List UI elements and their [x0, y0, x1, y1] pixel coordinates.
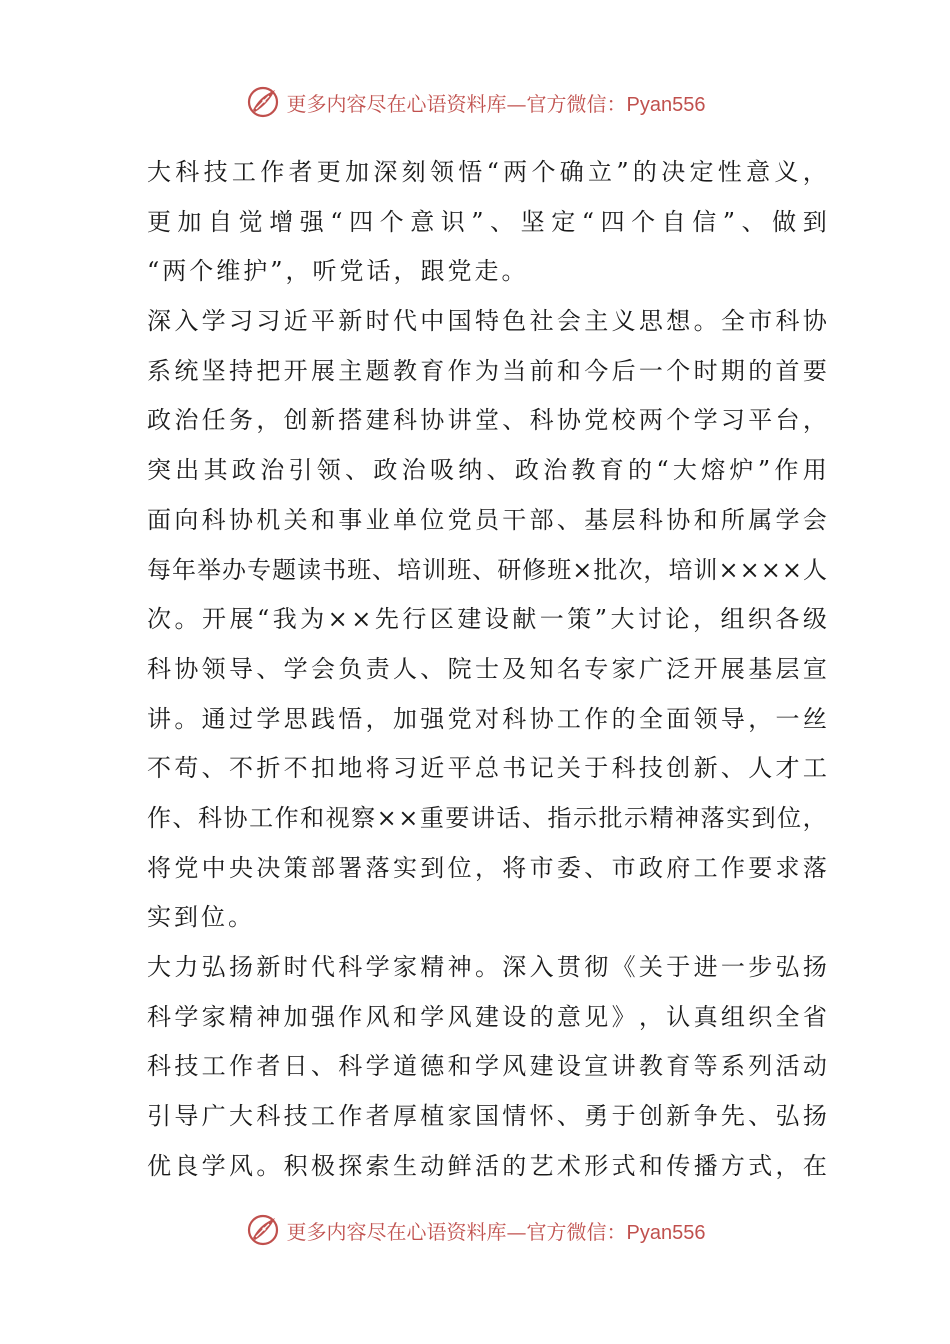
header-banner-brand: 更多内容尽在心语资料库 — [286, 91, 507, 116]
text-line: 更 加 自 觉 增 强 “ 四 个 意 识 ” 、 坚 定 “ 四 个 自 信 ” 、 做 到 — [147, 207, 827, 236]
text-line: 不 苟 、 不 折 不 扣 地 将 习 近 平 总 书 记 关 于 科 技 创 新 、 人 才 工 — [147, 754, 827, 783]
header-banner-text — [287, 88, 706, 117]
header-banner-label: 官方微信： — [526, 91, 627, 116]
text-line: 实到位。 — [147, 903, 255, 932]
text-line: 科 学 家 精 神 加 强 作 风 和 学 风 建 设 的 意 见 》 ， 认 真 组 织 全 省 — [147, 1002, 827, 1031]
text-line: 系 统 坚 持 把 开 展 主 题 教 育 作 为 当 前 和 今 后 一 个 时 期 的 首 要 — [147, 356, 827, 385]
text-line: 优 良 学 风 。 积 极 探 索 生 动 鲜 活 的 艺 术 形 式 和 传 播 方 式 ， 在 — [147, 1151, 827, 1180]
text-line: “两个维护”，听党话，跟党走。 — [147, 257, 529, 286]
header-banner-wechat-id: Pyan556 — [626, 93, 706, 116]
text-line: 次 。 开 展 “ 我 为 × × 先 行 区 建 设 献 一 策 ” 大 讨 论 ， 组 织 各 级 — [147, 605, 827, 634]
text-line: 科 协 领 导 、 学 会 负 责 人 、 院 士 及 知 名 专 家 广 泛 开 展 基 层 宣 — [147, 654, 827, 683]
text-line: 讲 。 通 过 学 思 践 悟 ， 加 强 党 对 科 协 工 作 的 全 面 领 导 ， 一 丝 — [147, 704, 827, 733]
text-line: 深 入 学 习 习 近 平 新 时 代 中 国 特 色 社 会 主 义 思 想 。 全 市 科 协 — [147, 307, 827, 336]
header-banner — [0, 80, 950, 124]
text-line: 引 导 广 大 科 技 工 作 者 厚 植 家 国 情 怀 、 勇 于 创 新 争 先 、 弘 扬 — [147, 1102, 827, 1131]
footer-banner-label: 官方微信： — [526, 1219, 627, 1244]
footer-banner-text — [287, 1216, 706, 1245]
footer-banner-dash: — — [506, 1219, 527, 1244]
footer-banner — [0, 1208, 950, 1252]
text-line: 政 治 任 务 ， 创 新 搭 建 科 协 讲 堂 、 科 协 党 校 两 个 学 习 平 台 ， — [147, 406, 827, 435]
footer-banner-brand: 更多内容尽在心语资料库 — [286, 1219, 507, 1244]
text-line: 突 出 其 政 治 引 领 、 政 治 吸 纳 、 政 治 教 育 的 “ 大 熔 炉 ” 作 用 — [147, 456, 827, 485]
text-line: 大 力 弘 扬 新 时 代 科 学 家 精 神 。 深 入 贯 彻 《 关 于 进 一 步 弘 扬 — [147, 953, 827, 981]
header-banner-dash: — — [506, 91, 527, 116]
footer-banner-wechat-id: Pyan556 — [626, 1221, 706, 1244]
pen-nib-logo-icon — [245, 1212, 281, 1248]
text-line: 每 年 举 办 专 题 读 书 班 、 培 训 班 、 研 修 班 × 批 次 ， 培 训 × × × × 人 — [147, 555, 827, 584]
pen-nib-logo-icon — [245, 84, 281, 120]
document-body — [147, 148, 827, 1191]
text-line: 面 向 科 协 机 关 和 事 业 单 位 党 员 干 部 、 基 层 科 协 和 所 属 学 会 — [147, 505, 827, 534]
text-line: 大 科 技 工 作 者 更 加 深 刻 领 悟 “ 两 个 确 立 ” 的 决 定 性 意 义 ， — [147, 158, 827, 186]
text-line: 作 、 科 协 工 作 和 视 察 × × 重 要 讲 话 、 指 示 批 示 精 神 落 实 到 位 ， — [147, 803, 827, 832]
text-line: 科 技 工 作 者 日 、 科 学 道 德 和 学 风 建 设 宣 讲 教 育 等 系 列 活 动 — [147, 1052, 827, 1081]
text-line: 将 党 中 央 决 策 部 署 落 实 到 位 ， 将 市 委 、 市 政 府 工 作 要 求 落 — [147, 853, 827, 882]
